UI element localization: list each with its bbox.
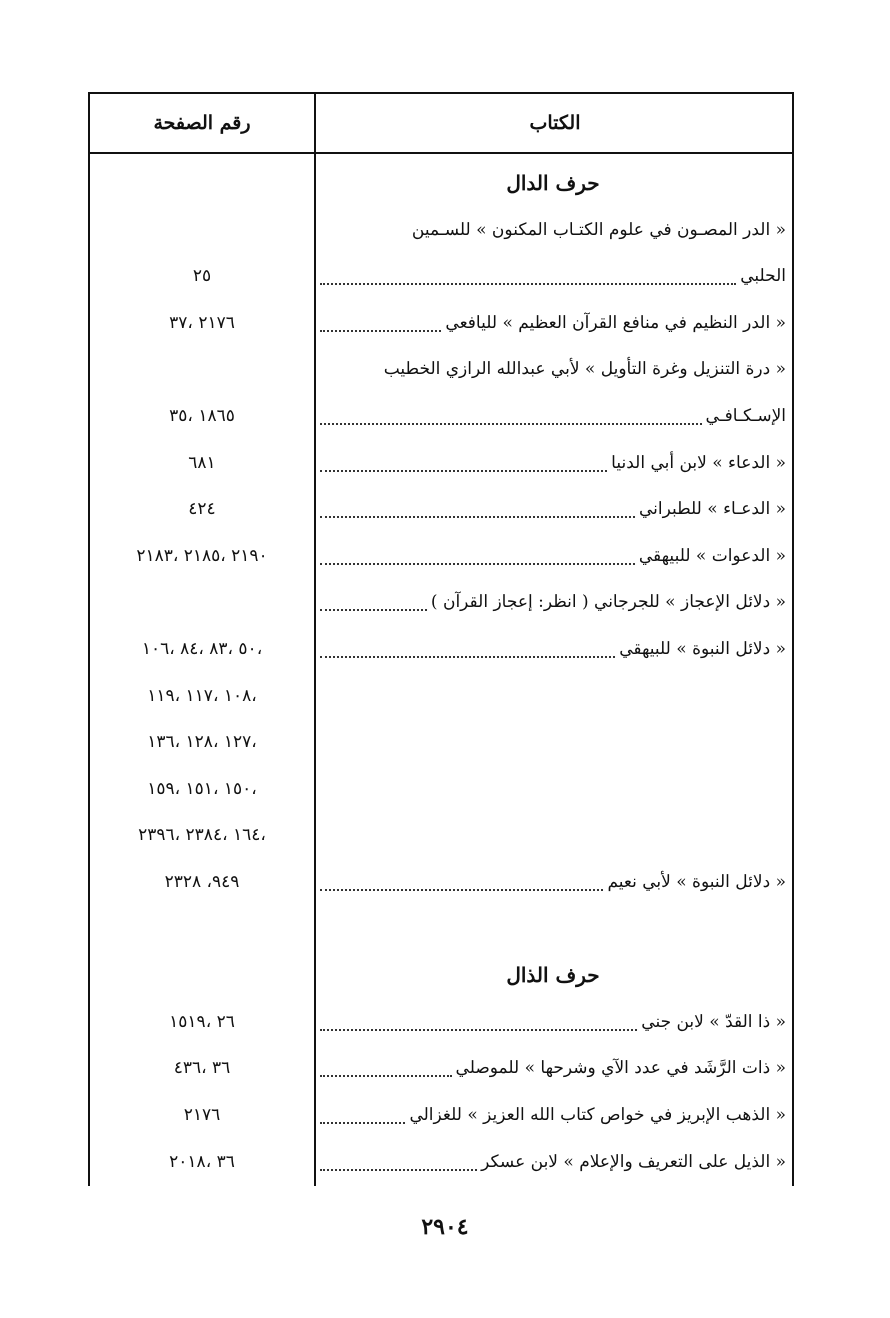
book-cell (320, 1092, 786, 1138)
book-title: حرف الدال (506, 171, 600, 195)
book-cell (320, 626, 786, 672)
book-cell (320, 207, 786, 253)
dot-leader (320, 1075, 452, 1077)
page-refs: ٢٦ ،١٥١٩ (169, 1011, 235, 1032)
book-cell (320, 393, 786, 439)
page-refs: ٢٥ (192, 266, 212, 287)
table-row (90, 859, 792, 905)
table-header (90, 94, 792, 154)
book-cell (320, 812, 786, 858)
book-title: « الدر النظيم في منافع القرآن العظيم » لليافعي (445, 312, 786, 333)
dot-leader (320, 516, 635, 518)
book-cell (320, 253, 786, 299)
page-refs (94, 160, 310, 206)
book-title: « الدعـاء » للطبراني (638, 499, 786, 520)
page-refs (94, 346, 310, 392)
section-heading-row (90, 952, 792, 998)
page-refs (94, 952, 310, 998)
table-row (90, 300, 792, 346)
page-refs: ٤٢٤ (188, 499, 216, 520)
book-cell (320, 486, 786, 532)
book-cell (320, 859, 786, 905)
table-row (90, 486, 792, 532)
section-heading-row (90, 160, 792, 206)
table-row (90, 346, 792, 392)
table-row (90, 906, 792, 952)
dot-leader (320, 283, 736, 285)
table-row (90, 207, 792, 253)
table-row (90, 579, 792, 625)
book-cell (320, 1045, 786, 1091)
book-cell (320, 300, 786, 346)
book-title: « الذيل على التعريف والإعلام » لابن عسكر (481, 1151, 786, 1172)
book-title: « دلائل النبوة » للبيهقي (619, 639, 786, 659)
book-cell (320, 1139, 786, 1185)
book-title: « الدعاء » لابن أبي الدنيا (611, 452, 786, 473)
page-refs: ،١٢٧ ،١٢٨ ،١٣٦ (147, 732, 257, 753)
table-row (90, 766, 792, 812)
table-row (90, 719, 792, 765)
book-title: حرف الذال (506, 963, 600, 988)
table-row (90, 673, 792, 719)
book-title: « الدعوات » للبيهقي (638, 545, 786, 566)
book-cell (320, 579, 786, 625)
section-title (320, 160, 786, 206)
book-cell (320, 766, 786, 812)
table-row (90, 393, 792, 439)
section-title (320, 952, 786, 998)
book-cell (320, 906, 786, 952)
header-book: الكتاب (529, 112, 581, 134)
dot-leader (320, 1029, 637, 1031)
page-refs: ٢١٩٠ ،٢١٨٥ ،٢١٨٣ (136, 545, 268, 566)
header-page-number: رقم الصفحة (153, 112, 251, 134)
page-refs: ٢١٧٦ (183, 1105, 221, 1125)
dot-leader (320, 1122, 405, 1124)
page-refs (94, 207, 310, 253)
page-refs: ،٥٠ ،٨٣ ،٨٤ ،١٠٦ (141, 639, 263, 659)
dot-leader (320, 330, 441, 332)
page-number: ٢٩٠٤ (421, 1214, 469, 1240)
dot-leader (320, 470, 607, 472)
book-cell (320, 719, 786, 765)
dot-leader (320, 656, 615, 658)
page-refs: ،١٦٤ ،٢٣٨٤ ،٢٣٩٦ (138, 825, 266, 846)
page-refs (94, 579, 310, 625)
book-title: « ذا القدّ » لابن جني (641, 1011, 786, 1032)
book-title: « دلائل النبوة » لأبي نعيم (607, 872, 786, 892)
index-table (88, 92, 794, 1186)
book-title: « الدر المصـون في علوم الكتـاب المكنون » للسـمين (411, 219, 786, 240)
table-row (90, 1139, 792, 1185)
table-row (90, 999, 792, 1045)
book-title: « ذات الرَّشَد في عدد الآي وشرحها » للموصلي (455, 1058, 786, 1079)
page-refs: ٩٤٩، ٢٣٢٨ (164, 872, 240, 892)
page-refs (94, 906, 310, 952)
table-row (90, 812, 792, 858)
page-refs: ،١٥٠ ،١٥١ ،١٥٩ (147, 778, 257, 799)
book-cell (320, 533, 786, 579)
page-refs: ،١٠٨ ،١١٧ ،١١٩ (147, 685, 257, 706)
dot-leader (320, 423, 702, 425)
book-title: « درة التنزيل وغرة التأويل » لأبي عبدالله الرازي الخطيب (383, 359, 786, 380)
page-refs: ٣٦ ،٢٠١٨ (169, 1151, 235, 1172)
table-row (90, 253, 792, 299)
page-refs: ٣٦ ،٤٣٦ (173, 1058, 231, 1079)
page-refs: ٦٨١ (188, 452, 216, 473)
table-row (90, 626, 792, 672)
dot-leader (320, 889, 603, 891)
page-refs: ١٨٦٥ ،٣٥ (169, 406, 235, 426)
table-row (90, 440, 792, 486)
dot-leader (320, 609, 427, 611)
book-title: الإسـكـافـي (705, 406, 786, 426)
table-row (90, 1045, 792, 1091)
table-row (90, 1092, 792, 1138)
table-row (90, 533, 792, 579)
book-cell (320, 440, 786, 486)
dot-leader (320, 1169, 477, 1171)
book-title: الحلبي (740, 266, 786, 287)
book-title: « الذهب الإبريز في خواص كتاب الله العزيز » للغزالي (409, 1105, 786, 1125)
dot-leader (320, 563, 635, 565)
book-cell (320, 673, 786, 719)
book-cell (320, 346, 786, 392)
book-title: « دلائل الإعجاز » للجرجاني ( انظر: إعجاز القرآن ) (430, 592, 786, 613)
page-refs: ٢١٧٦ ،٣٧ (169, 312, 235, 333)
book-cell (320, 999, 786, 1045)
